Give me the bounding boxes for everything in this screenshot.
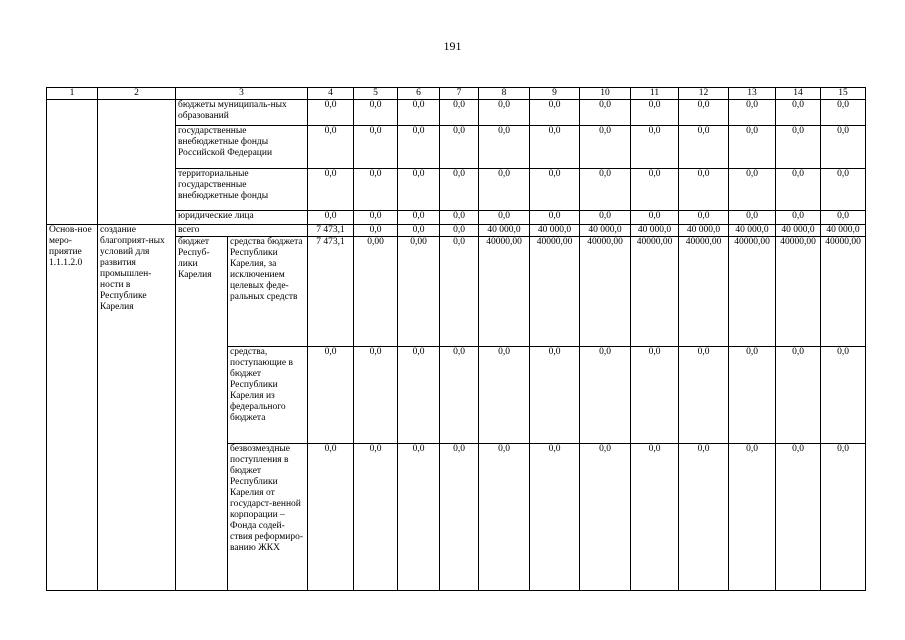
value-cell: 0,0 <box>398 444 440 591</box>
value-cell: 0,0 <box>440 126 479 169</box>
header-cell: 4 <box>308 88 354 100</box>
value-cell: 0,0 <box>679 169 729 211</box>
value-cell: 40 000,0 <box>776 225 821 237</box>
header-cell: 6 <box>398 88 440 100</box>
value-cell: 0,0 <box>440 444 479 591</box>
value-cell: 0,0 <box>776 126 821 169</box>
value-cell: 0,0 <box>679 211 729 225</box>
value-cell: 0,0 <box>440 347 479 444</box>
value-cell: 0,0 <box>479 347 530 444</box>
value-cell: 0,0 <box>354 211 398 225</box>
value-cell: 0,0 <box>398 100 440 126</box>
value-cell: 0,0 <box>479 100 530 126</box>
value-cell: 0,0 <box>398 211 440 225</box>
value-cell: 40 000,0 <box>479 225 530 237</box>
value-cell: 0,0 <box>631 211 679 225</box>
value-cell: 0,0 <box>821 169 866 211</box>
value-cell: 0,0 <box>821 211 866 225</box>
source-label: безвозмездные поступления в бюджет Республики Карелия от государст-венной корпорации – Фонда содей-ствия реформиро-ванию ЖКХ <box>228 444 308 591</box>
value-cell: 0,0 <box>821 100 866 126</box>
header-cell: 5 <box>354 88 398 100</box>
value-cell: 0,0 <box>580 444 631 591</box>
value-cell: 0,0 <box>631 126 679 169</box>
value-cell: 40000,00 <box>776 237 821 347</box>
value-cell: 7 473,1 <box>308 237 354 347</box>
value-cell: 0,0 <box>440 100 479 126</box>
value-cell: 40 000,0 <box>580 225 631 237</box>
header-cell: 10 <box>580 88 631 100</box>
value-cell: 0,0 <box>354 126 398 169</box>
value-cell: 0,0 <box>729 444 776 591</box>
value-cell: 0,0 <box>631 444 679 591</box>
table-row <box>47 237 905 347</box>
header-cell: 2 <box>98 88 176 100</box>
value-cell: 40 000,0 <box>679 225 729 237</box>
value-cell: 0,0 <box>479 444 530 591</box>
value-cell: 0,0 <box>479 169 530 211</box>
value-cell: 40000,00 <box>729 237 776 347</box>
source-label: бюджеты муниципаль-ных образований <box>176 100 308 126</box>
value-cell: 0,0 <box>776 444 821 591</box>
value-cell: 0,0 <box>440 237 479 347</box>
value-cell: 0,0 <box>308 211 354 225</box>
header-cell: 1 <box>47 88 98 100</box>
measure-name: создание благоприят-ных условий для развития промышлен-ности в Республике Карелия <box>98 225 176 591</box>
value-cell: 0,0 <box>776 100 821 126</box>
value-cell: 0,0 <box>308 347 354 444</box>
value-cell: 0,0 <box>398 169 440 211</box>
value-cell: 0,0 <box>440 225 479 237</box>
value-cell: 0,0 <box>580 347 631 444</box>
value-cell: 0,00 <box>354 237 398 347</box>
header-cell: 14 <box>776 88 821 100</box>
value-cell: 0,0 <box>580 169 631 211</box>
empty-cell <box>47 100 98 225</box>
value-cell: 0,0 <box>631 347 679 444</box>
value-cell: 0,0 <box>776 347 821 444</box>
value-cell: 0,0 <box>729 169 776 211</box>
measure-code: Основ-ное меро-приятие 1.1.1.2.0 <box>47 225 98 591</box>
value-cell: 0,0 <box>821 126 866 169</box>
value-cell: 0,0 <box>580 126 631 169</box>
value-cell: 0,0 <box>530 126 580 169</box>
value-cell: 0,0 <box>821 444 866 591</box>
page-number: 191 <box>443 39 462 53</box>
value-cell: 0,0 <box>530 169 580 211</box>
value-cell: 0,0 <box>530 347 580 444</box>
source-label: средства бюджета Республики Карелия, за исключением целевых феде-ральных средств <box>228 237 308 347</box>
value-cell: 0,0 <box>729 126 776 169</box>
table-row <box>47 225 905 237</box>
value-cell: 0,0 <box>580 100 631 126</box>
value-cell: 0,0 <box>530 100 580 126</box>
value-cell: 0,0 <box>679 347 729 444</box>
header-cell: 3 <box>176 88 308 100</box>
column-number-row <box>47 88 905 100</box>
value-cell: 40000,00 <box>580 237 631 347</box>
value-cell: 0,0 <box>354 169 398 211</box>
table-row <box>47 169 905 211</box>
value-cell: 0,0 <box>354 100 398 126</box>
value-cell: 0,00 <box>398 237 440 347</box>
value-cell: 0,0 <box>679 100 729 126</box>
table-row <box>47 100 905 126</box>
value-cell: 0,0 <box>308 100 354 126</box>
value-cell: 0,0 <box>308 444 354 591</box>
value-cell: 0,0 <box>398 225 440 237</box>
source-label: юридические лица <box>176 211 308 225</box>
value-cell: 40 000,0 <box>821 225 866 237</box>
value-cell: 40 000,0 <box>530 225 580 237</box>
value-cell: 0,0 <box>530 211 580 225</box>
value-cell: 0,0 <box>479 126 530 169</box>
value-cell: 0,0 <box>354 444 398 591</box>
budget-group-label: бюджет Респуб-лики Карелия <box>176 237 228 591</box>
header-cell: 11 <box>631 88 679 100</box>
value-cell: 40000,00 <box>530 237 580 347</box>
value-cell: 40 000,0 <box>729 225 776 237</box>
value-cell: 0,0 <box>479 211 530 225</box>
value-cell: 0,0 <box>729 100 776 126</box>
value-cell: 40000,00 <box>479 237 530 347</box>
value-cell: 40000,00 <box>679 237 729 347</box>
value-cell: 0,0 <box>440 169 479 211</box>
empty-cell <box>98 100 176 225</box>
header-cell: 8 <box>479 88 530 100</box>
value-cell: 7 473,1 <box>308 225 354 237</box>
value-cell: 40000,00 <box>821 237 866 347</box>
value-cell: 0,0 <box>821 347 866 444</box>
value-cell: 0,0 <box>308 126 354 169</box>
source-label: территориальные государственные внебюджетные фонды <box>176 169 308 211</box>
value-cell: 40 000,0 <box>631 225 679 237</box>
source-label: государственные внебюджетные фонды Российской Федерации <box>176 126 308 169</box>
value-cell: 0,0 <box>530 444 580 591</box>
table-row <box>47 126 905 169</box>
header-cell: 12 <box>679 88 729 100</box>
value-cell: 40000,00 <box>631 237 679 347</box>
value-cell: 0,0 <box>580 211 631 225</box>
table-row <box>47 211 905 225</box>
source-label: средства, поступающие в бюджет Республики Карелия из федерального бюджета <box>228 347 308 444</box>
value-cell: 0,0 <box>729 211 776 225</box>
value-cell: 0,0 <box>679 444 729 591</box>
value-cell: 0,0 <box>354 347 398 444</box>
header-cell: 15 <box>821 88 866 100</box>
value-cell: 0,0 <box>631 100 679 126</box>
value-cell: 0,0 <box>776 169 821 211</box>
value-cell: 0,0 <box>398 347 440 444</box>
value-cell: 0,0 <box>440 211 479 225</box>
value-cell: 0,0 <box>308 169 354 211</box>
value-cell: 0,0 <box>631 169 679 211</box>
value-cell: 0,0 <box>679 126 729 169</box>
value-cell: 0,0 <box>398 126 440 169</box>
value-cell: 0,0 <box>354 225 398 237</box>
total-label: всего <box>176 225 308 237</box>
value-cell: 0,0 <box>729 347 776 444</box>
header-cell: 13 <box>729 88 776 100</box>
header-cell: 7 <box>440 88 479 100</box>
value-cell: 0,0 <box>776 211 821 225</box>
budget-table <box>46 87 905 591</box>
header-cell: 9 <box>530 88 580 100</box>
